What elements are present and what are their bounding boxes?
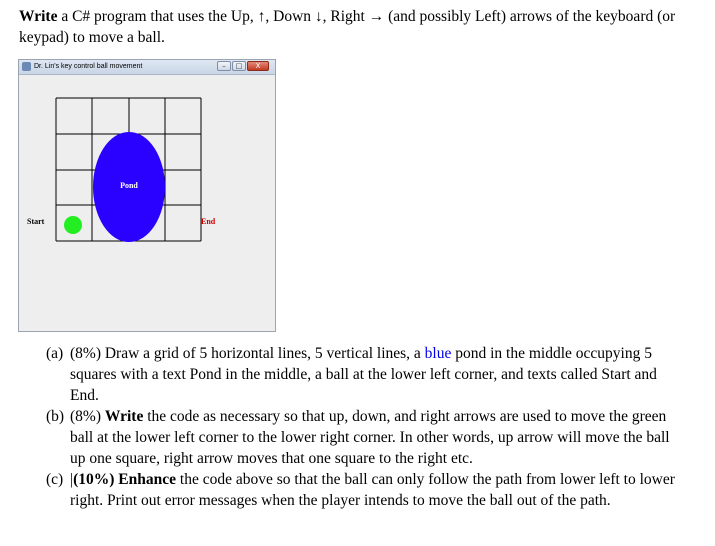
- question-c-text: the code above so that the ball can only follow the path from lower left to lower right. Print out error messages when the player intends to move the ball out of the path.: [70, 471, 675, 509]
- question-c: [46, 469, 686, 511]
- question-b-bold: Write: [104, 408, 144, 425]
- question-a-after: pond in the middle occupying 5 squares with a text Pond in the middle, a ball at the lower left corner, and texts called Start and End.: [70, 345, 657, 404]
- end-label: End: [201, 217, 216, 226]
- text-cursor: |: [70, 471, 74, 488]
- start-label: Start: [27, 217, 45, 226]
- question-b: [46, 406, 686, 469]
- question-a-tag: (a): [46, 345, 64, 362]
- green-ball[interactable]: [64, 216, 82, 234]
- close-button[interactable]: X: [247, 61, 269, 71]
- pond-label: Pond: [120, 181, 138, 190]
- intro-paragraph: [19, 6, 699, 48]
- question-c-bold: (10%) Enhance: [73, 471, 177, 488]
- intro-text: a C# program that uses the Up, ↑, Down ↓, Right → (and possibly Left) arrows of the keyboard (or keypad) to move a ball.: [19, 8, 676, 46]
- question-a-before: (8%) Draw a grid of 5 horizontal lines, 5 vertical lines, a: [70, 345, 425, 362]
- question-list: [46, 343, 686, 511]
- question-a: [46, 343, 686, 406]
- minimize-button[interactable]: –: [217, 61, 231, 71]
- app-window-screenshot: [18, 59, 276, 332]
- question-b-text: the code as necessary so that up, down, and right arrows are used to move the green ball at the lower left corner to the lower right corner. In other words, up arrow will move the ball up one square, right arrow moves that one square to the right etc.: [70, 408, 670, 467]
- question-a-highlight: blue: [424, 345, 452, 362]
- question-c-tag: (c): [46, 471, 64, 488]
- question-b-prefix: (8%): [70, 408, 105, 425]
- game-canvas: [19, 60, 277, 333]
- intro-bold-word: Write: [19, 8, 58, 25]
- window-title: Dr. Lin's key control ball movement: [34, 63, 143, 70]
- question-b-tag: (b): [46, 408, 65, 425]
- maximize-button[interactable]: □: [232, 61, 246, 71]
